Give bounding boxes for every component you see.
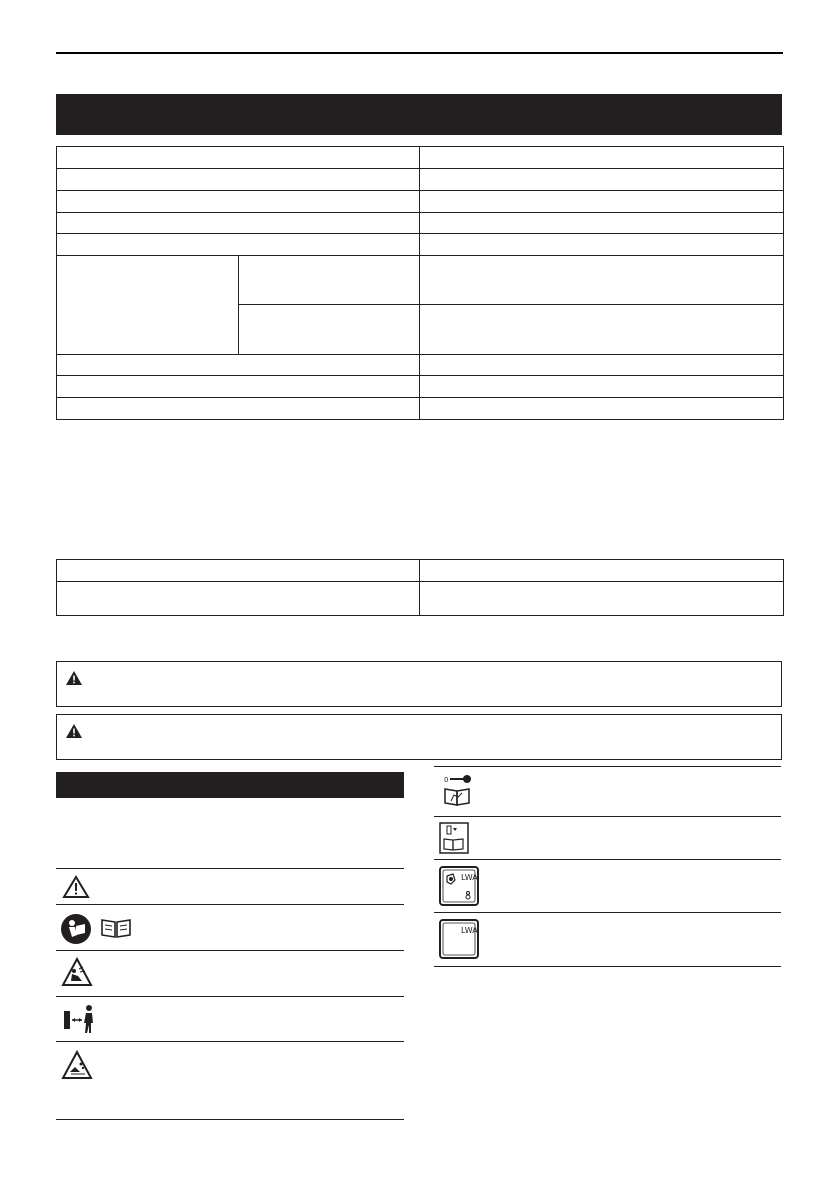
noise-vibration-table (56, 559, 784, 616)
symbols-heading-bar (56, 772, 404, 798)
lwa-label: LWA (461, 926, 478, 935)
read-manual-icon (60, 913, 94, 945)
table-row (57, 234, 784, 256)
read-manual-step-icon (439, 822, 469, 854)
keep-distance-icon (62, 1003, 98, 1035)
symbol-row (434, 913, 781, 967)
warning-box (56, 661, 782, 707)
warning-triangle-icon (62, 875, 90, 899)
table-row (57, 147, 784, 169)
warning-triangle-icon (65, 723, 83, 739)
lwa-label: LWA (461, 873, 478, 882)
table-row (57, 582, 784, 616)
table-row (57, 169, 784, 191)
table-row (57, 398, 784, 420)
table-row (57, 191, 784, 213)
symbol-row (56, 997, 404, 1042)
warning-triangle-icon (65, 670, 83, 686)
warning-box (56, 714, 782, 760)
open-book-icon (100, 917, 132, 939)
symbol-row (56, 1042, 404, 1120)
table-row (57, 256, 784, 305)
table-row (57, 213, 784, 234)
symbol-row (434, 817, 781, 860)
symbol-row (56, 905, 404, 951)
symbol-row (56, 951, 404, 997)
top-rule (56, 52, 783, 54)
symbol-row (56, 869, 404, 905)
specifications-heading-bar (56, 94, 782, 135)
sound-power-level-icon (439, 919, 479, 959)
symbol-row (434, 860, 781, 913)
svg-text:0: 0 (444, 776, 449, 784)
sound-power-level-engine-icon (439, 866, 479, 906)
specifications-table (56, 146, 784, 420)
remove-key-read-manual-icon (442, 773, 476, 809)
symbol-row (434, 767, 781, 817)
ejection-hazard-icon (61, 957, 93, 987)
table-row (57, 376, 784, 398)
table-row (57, 560, 784, 582)
debris-hazard-icon (61, 1050, 93, 1080)
table-row (57, 355, 784, 376)
